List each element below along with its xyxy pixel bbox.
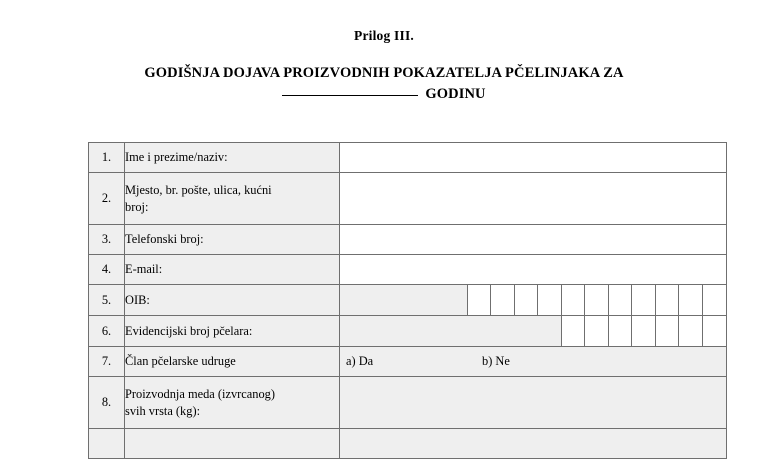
row-value-input-cell[interactable] <box>340 173 727 225</box>
digit-box[interactable] <box>585 285 609 315</box>
digit-box[interactable] <box>562 285 586 315</box>
row-label-cell <box>125 143 340 173</box>
digit-box[interactable] <box>656 316 680 346</box>
row-label: Telefonski broj: <box>125 232 204 247</box>
row-label: Mjesto, br. pošte, ulica, kućni <box>125 182 272 197</box>
page-title <box>0 63 768 105</box>
table-row <box>89 347 727 377</box>
row-label-continued: svih vrsta (kg): <box>125 403 201 418</box>
digit-box[interactable] <box>703 316 727 346</box>
row-label-cell <box>125 255 340 285</box>
row-number: 1. <box>101 150 112 165</box>
digit-box[interactable] <box>703 285 727 315</box>
digit-strip-filler <box>340 316 562 346</box>
digit-box-strip <box>340 285 726 315</box>
annex-label: Prilog III. <box>354 28 414 43</box>
row-label: E-mail: <box>125 262 163 277</box>
digit-strip-filler <box>340 285 468 315</box>
form-table-container <box>88 142 726 459</box>
row-label-cell <box>125 347 340 377</box>
year-blank-rule[interactable] <box>282 95 418 96</box>
page-title-line2 <box>60 84 708 105</box>
table-row <box>89 143 727 173</box>
row-number-cell <box>89 255 125 285</box>
digit-box[interactable] <box>468 285 492 315</box>
digit-box[interactable] <box>491 285 515 315</box>
row-number: 2. <box>101 191 112 206</box>
row-value-input-cell[interactable] <box>340 255 727 285</box>
row-value-input-cell[interactable] <box>340 143 727 173</box>
table-row <box>89 225 727 255</box>
digit-box[interactable] <box>562 316 586 346</box>
row-number: 5. <box>101 292 112 307</box>
table-row <box>89 173 727 225</box>
table-row <box>89 316 727 347</box>
row-value-input-cell[interactable] <box>340 429 727 459</box>
digit-box[interactable] <box>609 285 633 315</box>
table-row <box>89 285 727 316</box>
row-number: 4. <box>101 262 112 277</box>
digit-box[interactable] <box>632 285 656 315</box>
row-number-cell <box>89 429 125 459</box>
digit-box[interactable] <box>585 316 609 346</box>
row-number-cell <box>89 143 125 173</box>
row-number-cell <box>89 173 125 225</box>
choice-option-no[interactable]: b) Ne <box>482 354 510 369</box>
row-digit-boxes-cell[interactable] <box>340 316 727 347</box>
digit-box[interactable] <box>656 285 680 315</box>
row-digit-boxes-cell[interactable] <box>340 285 727 316</box>
row-number: 7. <box>101 354 112 369</box>
digit-box[interactable] <box>632 316 656 346</box>
digit-box[interactable] <box>679 285 703 315</box>
digit-box[interactable] <box>609 316 633 346</box>
row-value-input-cell[interactable] <box>340 377 727 429</box>
row-label: Član pčelarske udruge <box>125 354 236 369</box>
row-label: OIB: <box>125 292 150 307</box>
table-row <box>89 377 727 429</box>
page-title-line1: GODIŠNJA DOJAVA PROIZVODNIH POKAZATELJA PČELINJAKA ZA <box>144 64 624 81</box>
table-row <box>89 429 727 459</box>
row-label: Evidencijski broj pčelara: <box>125 323 253 338</box>
digit-box[interactable] <box>538 285 562 315</box>
annual-report-form-table <box>88 142 727 459</box>
document-header <box>0 29 768 105</box>
row-label-continued: broj: <box>125 199 149 214</box>
row-label-cell <box>125 225 340 255</box>
row-label-cell <box>125 316 340 347</box>
row-value-input-cell[interactable] <box>340 225 727 255</box>
form-table-body <box>89 143 727 459</box>
row-choice-cell[interactable] <box>340 347 727 377</box>
digit-box[interactable] <box>515 285 539 315</box>
row-number-cell <box>89 285 125 316</box>
row-number: 3. <box>101 232 112 247</box>
row-number-cell <box>89 347 125 377</box>
row-number-cell <box>89 316 125 347</box>
choice-group <box>340 353 726 370</box>
row-label-cell <box>125 173 340 225</box>
page-title-year-word: GODINU <box>425 85 486 102</box>
table-row <box>89 255 727 285</box>
digit-box[interactable] <box>679 316 703 346</box>
row-label-cell <box>125 377 340 429</box>
row-label: Ime i prezime/naziv: <box>125 150 228 165</box>
row-number: 8. <box>101 395 112 410</box>
row-number: 6. <box>101 323 112 338</box>
row-number-cell <box>89 225 125 255</box>
row-label: Proizvodnja meda (izvrcanog) <box>125 386 276 401</box>
choice-option-yes[interactable]: a) Da <box>346 354 374 369</box>
digit-box-strip <box>340 316 726 346</box>
row-label-cell <box>125 285 340 316</box>
row-label-cell <box>125 429 340 459</box>
row-number-cell <box>89 377 125 429</box>
